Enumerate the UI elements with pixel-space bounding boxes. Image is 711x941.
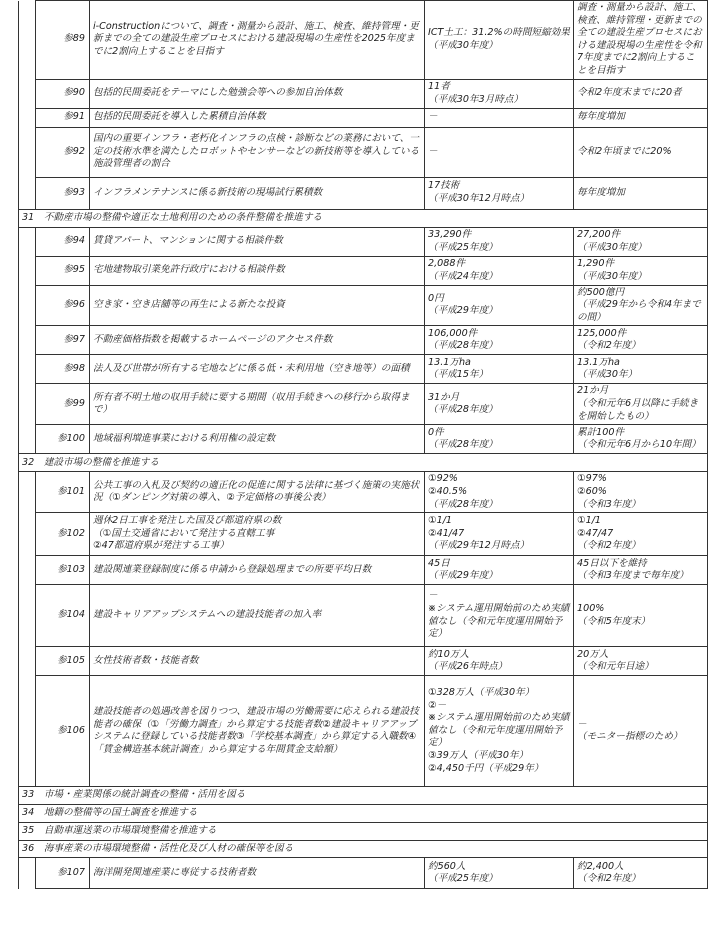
indicator-ref: 参90 xyxy=(63,87,85,99)
section-number: 34 xyxy=(22,807,35,819)
indicator-ref: 参96 xyxy=(63,299,85,311)
section-number: 35 xyxy=(22,825,35,837)
section-number: 32 xyxy=(22,456,35,468)
indicator-row xyxy=(19,513,708,556)
section-title: 地籍の整備等の国土調査を推進する xyxy=(43,807,198,819)
indicator-ref: 参95 xyxy=(63,264,85,276)
section-number: 36 xyxy=(22,842,35,854)
indicator-row xyxy=(19,227,708,256)
section-number: 31 xyxy=(22,211,35,223)
indicator-ref: 参97 xyxy=(63,334,85,346)
section-title: 自動車運送業の市場環境整備を推進する xyxy=(43,825,217,837)
current-value: 0円 （平成29年度） xyxy=(425,285,574,326)
indicator-row xyxy=(19,108,708,127)
current-value: 約560人 （平成25年度） xyxy=(425,858,574,889)
indicator-row xyxy=(19,127,708,177)
indicator-ref: 参100 xyxy=(57,433,85,445)
section-title: 不動産市場の整備や適正な土地利用のための条件整備を推進する xyxy=(43,211,323,223)
indicator-row xyxy=(19,355,708,384)
indicator-row xyxy=(19,647,708,676)
indicator-row xyxy=(19,556,708,585)
target-value: 45日以下を維持 （令和3年度まで毎年度） xyxy=(574,556,708,585)
section-row xyxy=(19,787,708,805)
indicator-ref: 参94 xyxy=(63,235,85,247)
section-title: 建設市場の整備を推進する xyxy=(43,456,159,468)
indicator-description: 海洋開発関連産業に専従する技術者数 xyxy=(90,858,425,889)
indicator-ref: 参98 xyxy=(63,363,85,375)
current-value: ICT土工：31.2%の時間短縮効果 （平成30年度） xyxy=(425,1,574,80)
indicator-description: 建設技能者の処遇改善を図りつつ、建設市場の労働需要に応えられる建設技能者の確保（①「労働力調査」から算定する技能者数②建設キャリアアップシステムに登録している技能者数③「学校基本調査」から算定する入職数④「賃金構造基本統計調査」から算定する年間賃金支給額） xyxy=(90,676,425,787)
current-value: 31か月 （平成28年度） xyxy=(425,384,574,425)
section-number: 33 xyxy=(22,789,35,801)
indicator-ref: 参92 xyxy=(63,145,85,157)
indicator-row xyxy=(19,285,708,326)
indicator-description: 建設関連業登録制度に係る申請から登録処理までの所要平均日数 xyxy=(90,556,425,585)
current-value: 2,088件 （平成24年度） xyxy=(425,256,574,285)
current-value: 106,000件 （平成28年度） xyxy=(425,326,574,355)
indicator-ref: 参107 xyxy=(57,866,85,878)
current-value: 11者 （平成30年3月時点） xyxy=(425,79,574,108)
current-value: － xyxy=(425,127,574,177)
indicator-ref: 参101 xyxy=(57,485,85,497)
indicator-ref: 参91 xyxy=(63,111,85,123)
indicator-description: 包括的民間委託を導入した累積自治体数 xyxy=(90,108,425,127)
indicator-description: 地域福利増進事業における利用権の設定数 xyxy=(90,425,425,454)
current-value: 17技術 （平成30年12月時点） xyxy=(425,177,574,209)
section-title: 海事産業の市場環境整備・活性化及び人材の確保等を図る xyxy=(43,842,294,854)
indicator-description: 建設キャリアアップシステムへの建設技能者の加入率 xyxy=(90,585,425,647)
indicator-row xyxy=(19,256,708,285)
current-value: 0件 （平成28年度） xyxy=(425,425,574,454)
target-value: 約2,400人 （令和2年度） xyxy=(574,858,708,889)
indicator-row xyxy=(19,1,708,80)
target-value: 27,200件 （平成30年度） xyxy=(574,227,708,256)
target-value: 累計100件 （令和元年6月から10年間） xyxy=(574,425,708,454)
target-value: 13.1万ha （平成30年） xyxy=(574,355,708,384)
indicator-ref: 参93 xyxy=(63,186,85,198)
target-value: 1,290件 （平成30年度） xyxy=(574,256,708,285)
indicator-description: 宅地建物取引業免許行政庁における相談件数 xyxy=(90,256,425,285)
target-value: 21か月 （令和元年6月以降に手続きを開始したもの） xyxy=(574,384,708,425)
indicator-description: 包括的民間委託をテーマにした勉強会等への参加自治体数 xyxy=(90,79,425,108)
target-value: 毎年度増加 xyxy=(574,108,708,127)
indicator-ref: 参99 xyxy=(63,398,85,410)
indicator-description: 空き家・空き店舗等の再生による新たな投資 xyxy=(90,285,425,326)
current-value: ①92% ②40.5% （平成28年度） xyxy=(425,472,574,513)
target-value: 100% （令和5年度末） xyxy=(574,585,708,647)
indicator-description: i-Constructionについて、調査・測量から設計、施工、検査、維持管理・更新までの全ての建設生産プロセスにおける建設現場の生産性を2025年度までに2割向上することを目指す xyxy=(90,1,425,80)
current-value: － ※システム運用開始前のため実績値なし（令和元年度運用開始予定） xyxy=(425,585,574,647)
target-value: 20万人 （令和元年目途） xyxy=(574,647,708,676)
section-row xyxy=(19,805,708,823)
indicator-description: 不動産価格指数を掲載するホームページのアクセス件数 xyxy=(90,326,425,355)
indicator-ref: 参102 xyxy=(57,527,85,539)
target-value: ①1/1 ②47/47 （令和2年度） xyxy=(574,513,708,556)
current-value: － xyxy=(425,108,574,127)
indicator-row xyxy=(19,858,708,889)
section-row xyxy=(19,209,708,227)
target-value: 約500億円 （平成29年から令和4年までの間） xyxy=(574,285,708,326)
current-value: 33,290件 （平成25年度） xyxy=(425,227,574,256)
indicator-description: インフラメンテナンスに係る新技術の現場試行累積数 xyxy=(90,177,425,209)
target-value: 令和2年度末までに20者 xyxy=(574,79,708,108)
current-value: 約10万人 （平成26年時点） xyxy=(425,647,574,676)
section-row xyxy=(19,823,708,841)
indicator-description: 国内の重要インフラ・老朽化インフラの点検・診断などの業務において、一定の技術水準を満たしたロボットやセンサーなどの新技術等を導入している施設管理者の割合 xyxy=(90,127,425,177)
target-value: － （モニター指標のため） xyxy=(574,676,708,787)
indicator-row xyxy=(19,676,708,787)
indicator-ref: 参105 xyxy=(57,654,85,666)
current-value: ①328万人（平成30年） ②－ ※システム運用開始前のため実績値なし（令和元年度運用開始予定） ③39万人（平成30年） ②4,450千円（平成29年） xyxy=(425,676,574,787)
indicator-description: 週休2日工事を発注した国及び都道府県の数 （①国土交通省において発注する直轄工事 ②47都道府県が発注する工事） xyxy=(90,513,425,556)
current-value: 13.1万ha （平成15年） xyxy=(425,355,574,384)
current-value: 45日 （平成29年度） xyxy=(425,556,574,585)
indicator-row xyxy=(19,425,708,454)
indicator-row xyxy=(19,472,708,513)
indicator-table-body xyxy=(19,1,708,889)
indicator-row xyxy=(19,384,708,425)
current-value: ①1/1 ②41/47 （平成29年12月時点） xyxy=(425,513,574,556)
indicator-ref: 参103 xyxy=(57,563,85,575)
indicator-description: 賃貸アパート、マンションに関する相談件数 xyxy=(90,227,425,256)
indicator-description: 女性技術者数・技能者数 xyxy=(90,647,425,676)
target-value: 毎年度増加 xyxy=(574,177,708,209)
target-value: 125,000件 （令和2年度） xyxy=(574,326,708,355)
indicator-ref: 参104 xyxy=(57,609,85,621)
target-value: ①97% ②60% （令和3年度） xyxy=(574,472,708,513)
indicator-description: 公共工事の入札及び契約の適正化の促進に関する法律に基づく施策の実施状況（①ダンピング対策の導入、②予定価格の事後公表） xyxy=(90,472,425,513)
indicator-ref: 参89 xyxy=(63,33,85,45)
section-row xyxy=(19,841,708,858)
target-value: 調査・測量から設計、施工、検査、維持管理・更新までの全ての建設生産プロセスにおける建設現場の生産性を令和7年度までに2割向上することを目指す xyxy=(574,1,708,80)
indicator-row xyxy=(19,585,708,647)
indicator-row xyxy=(19,326,708,355)
section-title: 市場・産業関係の統計調査の整備・活用を図る xyxy=(43,789,246,801)
indicator-description: 所有者不明土地の収用手続に要する期間（収用手続きへの移行から取得まで） xyxy=(90,384,425,425)
target-value: 令和2年頃までに20% xyxy=(574,127,708,177)
indicator-row xyxy=(19,79,708,108)
indicator-row xyxy=(19,177,708,209)
indicator-description: 法人及び世帯が所有する宅地などに係る低・未利用地（空き地等）の面積 xyxy=(90,355,425,384)
indicator-ref: 参106 xyxy=(57,724,85,736)
section-row xyxy=(19,454,708,472)
indicator-table xyxy=(18,0,708,889)
